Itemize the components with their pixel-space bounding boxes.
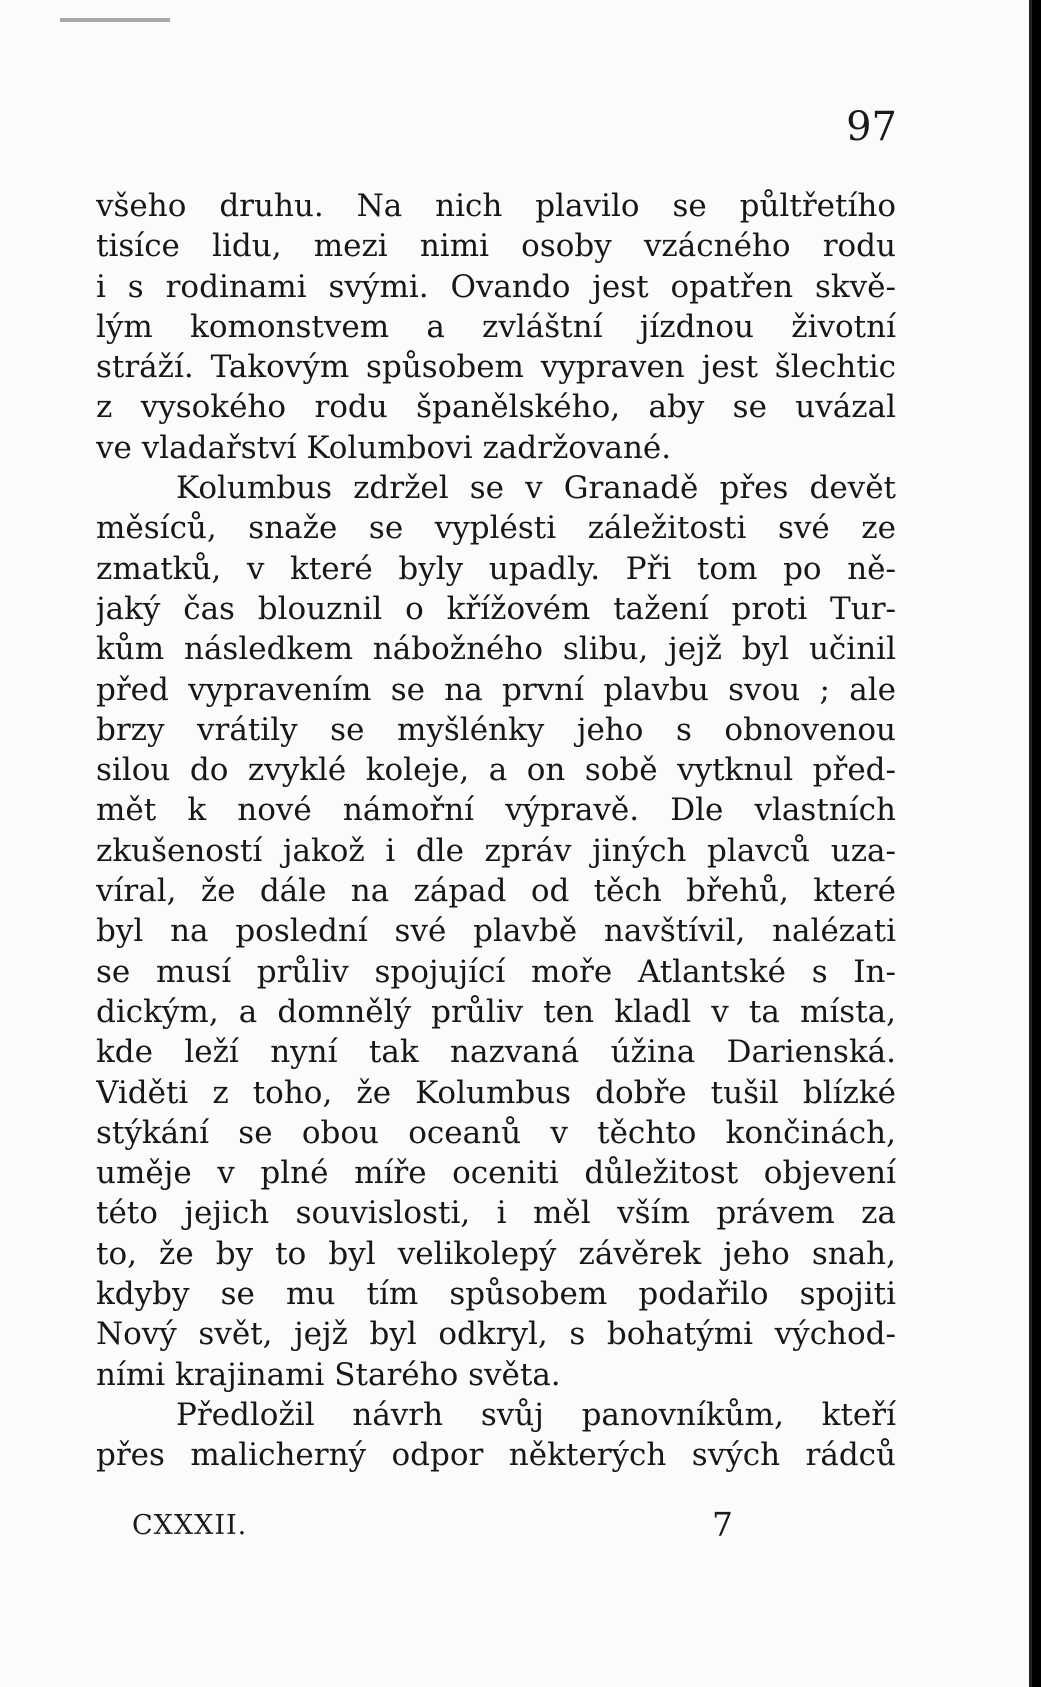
text-line: dickým, a domnělý průliv ten kladl v ta místa,: [96, 993, 896, 1030]
text-line: Viděti z toho, že Kolumbus dobře tušil blízké: [96, 1074, 896, 1111]
signature-mark: CXXXII.: [132, 1510, 248, 1541]
text-line: stýkání se obou oceanů v těchto končinách,: [96, 1114, 896, 1151]
body-text: [96, 186, 896, 1476]
text-line: přes malicherný odpor některých svých rádců: [96, 1437, 896, 1474]
text-line: se musí průliv spojující moře Atlantské s In-: [96, 953, 896, 990]
text-line: lým komonstvem a zvláštní jízdnou životní: [96, 308, 896, 345]
text-line: kům následkem nábožného slibu, jejž byl učinil: [96, 631, 896, 668]
text-line: ve vladařství Kolumbovi zadržované.: [96, 429, 672, 466]
text-line: ními krajinami Starého světa.: [96, 1356, 561, 1393]
text-line: stráží. Takovým spůsobem vypraven jest šlechtic: [96, 349, 896, 386]
text-line: Předložil návrh svůj panovníkům, kteří: [176, 1396, 896, 1433]
text-line: byl na poslední své plavbě navštívil, nalézati: [96, 913, 896, 950]
scan-smudge: [60, 18, 170, 22]
text-line: kdyby se mu tím spůsobem podařilo spojiti: [96, 1276, 896, 1313]
text-line: Kolumbus zdržel se v Granadě přes devět: [176, 470, 896, 507]
page-number: 97: [846, 104, 897, 150]
text-line: silou do zvyklé koleje, a on sobě vytknul před-: [96, 752, 896, 789]
text-line: uměje v plné míře oceniti důležitost objevení: [96, 1155, 896, 1192]
text-line: zmatků, v které byly upadly. Při tom po ně-: [96, 550, 896, 587]
text-line: víral, že dále na západ od těch břehů, které: [96, 873, 896, 910]
text-line: měsíců, snaže se vyplésti záležitosti své ze: [96, 510, 896, 547]
text-line: jaký čas blouznil o křížovém tažení proti Tur-: [96, 590, 896, 627]
text-line: před vypravením se na první plavbu svou ; ale: [96, 671, 896, 708]
text-line: i s rodinami svými. Ovando jest opatřen skvě-: [96, 268, 896, 305]
text-line: tisíce lidu, mezi nimi osoby vzácného rodu: [96, 228, 896, 265]
text-line: Nový svět, jejž byl odkryl, s bohatými východ-: [96, 1316, 896, 1353]
text-line: zkušeností jakož i dle zpráv jiných plavců uza-: [96, 832, 896, 869]
text-line: to, že by to byl velikolepý závěrek jeho snah,: [96, 1235, 896, 1272]
text-line: kde leží nyní tak nazvaná úžina Darienská.: [96, 1034, 896, 1071]
text-line: brzy vrátily se myšlénky jeho s obnovenou: [96, 711, 896, 748]
text-line: této jejich souvislosti, i měl vším právem za: [96, 1195, 896, 1232]
text-line: všeho druhu. Na nich plavilo se půltřetího: [96, 188, 896, 224]
text-line: mět k nové námořní výpravě. Dle vlastních: [96, 792, 896, 829]
text-line: z vysokého rodu španělského, aby se uvázal: [96, 389, 896, 426]
signature-number: 7: [712, 1505, 733, 1544]
